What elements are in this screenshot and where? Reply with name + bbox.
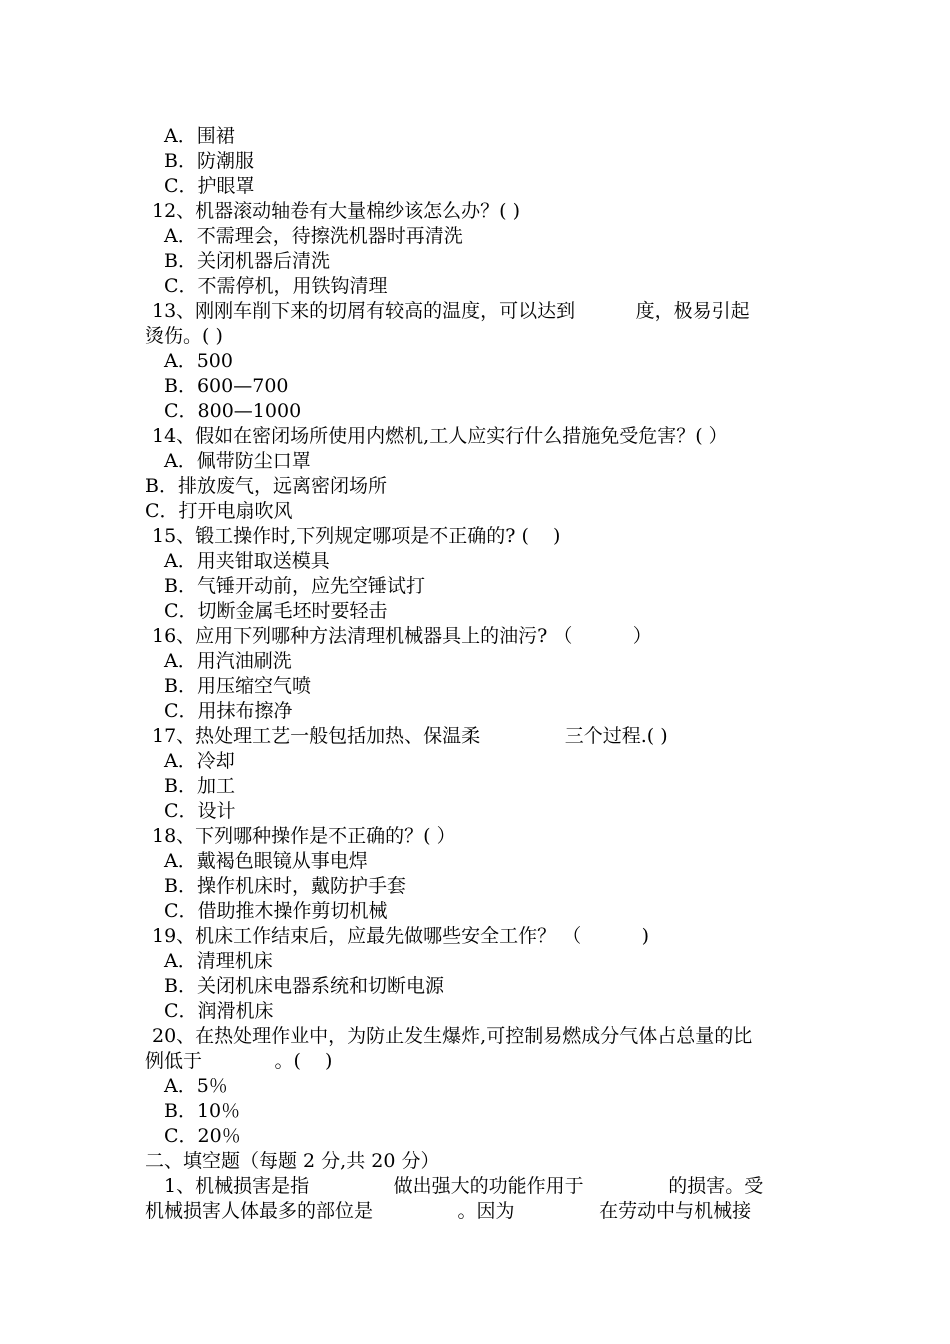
question-12: 12、机器滚动轴卷有大量棉纱该怎么办？( ) — [152, 200, 521, 222]
question-15: 15、锻工操作时,下列规定哪项是不正确的? ( ) — [152, 525, 561, 547]
option-12-b: B．关闭机器后清洗 — [164, 250, 330, 272]
option-17-b: B．加工 — [164, 775, 235, 797]
option-20-b: B．10％ — [164, 1100, 241, 1122]
fill-question-1: 1、机械损害是指 做出强大的功能作用于 的损害。受 — [164, 1175, 764, 1197]
option-18-c: C．借助推木操作剪切机械 — [164, 900, 388, 922]
option-13-c: C．800—1000 — [164, 400, 302, 422]
option-14-c: C．打开电扇吹风 — [145, 500, 293, 522]
question-20: 20、在热处理作业中，为防止发生爆炸,可控制易燃成分气体占总量的比 — [152, 1025, 753, 1047]
option-12-a: A．不需理会，待擦洗机器时再清洗 — [164, 225, 463, 247]
option-15-b: B．气锤开动前，应先空锤试打 — [164, 575, 425, 597]
option-19-c: C．润滑机床 — [164, 1000, 274, 1022]
option-17-a: A．冷却 — [164, 750, 235, 772]
question-18: 18、下列哪种操作是不正确的？( ） — [152, 825, 456, 847]
option-19-b: B．关闭机床电器系统和切断电源 — [164, 975, 444, 997]
option-18-a: A．戴褐色眼镜从事电焊 — [164, 850, 368, 872]
question-20-cont: 例低于 。( ) — [145, 1050, 333, 1072]
question-13: 13、刚刚车削下来的切屑有较高的温度，可以达到 度，极易引起 — [152, 300, 750, 322]
option-20-a: A．5％ — [164, 1075, 228, 1097]
option-16-c: C．用抹布擦净 — [164, 700, 293, 722]
option-19-a: A．清理机床 — [164, 950, 273, 972]
question-16: 16、应用下列哪种方法清理机械器具上的油污? （ ） — [152, 625, 652, 647]
option-15-c: C．切断金属毛坯时要轻击 — [164, 600, 388, 622]
question-14: 14、假如在密闭场所使用内燃机,工人应实行什么措施免受危害？( ） — [152, 425, 728, 447]
question-17: 17、热处理工艺一般包括加热、保温柔 三个过程.( ) — [152, 725, 668, 747]
option-14-a: A．佩带防尘口罩 — [164, 450, 311, 472]
fill-question-1-cont: 机械损害人体最多的部位是 。因为 在劳动中与机械接 — [145, 1200, 752, 1222]
question-13-cont: 烫伤。( ) — [145, 325, 223, 347]
option-20-c: C．20％ — [164, 1125, 241, 1147]
option-14-b: B．排放废气，远离密闭场所 — [145, 475, 387, 497]
option-13-b: B．600—700 — [164, 375, 289, 397]
option-11-a: A．围裙 — [164, 125, 235, 147]
section-heading-fill-in: 二、填空题（每题 2 分,共 20 分） — [145, 1150, 440, 1172]
option-11-b: B．防潮服 — [164, 150, 254, 172]
question-19: 19、机床工作结束后，应最先做哪些安全工作？ （ ) — [152, 925, 650, 947]
option-18-b: B．操作机床时，戴防护手套 — [164, 875, 406, 897]
option-13-a: A．500 — [164, 350, 233, 372]
option-16-a: A．用汽油刷洗 — [164, 650, 292, 672]
option-16-b: B．用压缩空气喷 — [164, 675, 311, 697]
option-12-c: C．不需停机，用铁钩清理 — [164, 275, 388, 297]
option-15-a: A．用夹钳取送模具 — [164, 550, 330, 572]
option-11-c: C．护眼罩 — [164, 175, 255, 197]
option-17-c: C．设计 — [164, 800, 236, 822]
